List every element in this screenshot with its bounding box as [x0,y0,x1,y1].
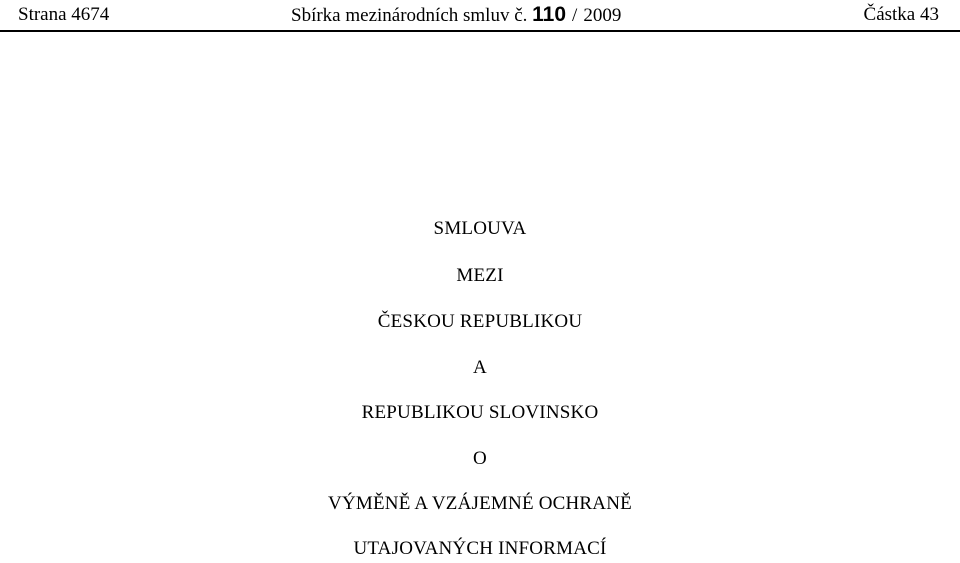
treaty-number: 110 [532,3,567,26]
title-line-8: UTAJOVANÝCH INFORMACÍ [353,538,607,559]
title-line-4: A [473,357,487,378]
collection-title [291,4,621,27]
collection-prefix: Sbírka mezinárodních smluv č. [291,5,528,26]
title-line-1: SMLOUVA [433,218,527,239]
title-line-5: REPUBLIKOU SLOVINSKO [361,402,599,423]
number-separator: / [572,5,578,26]
page-header [0,0,960,32]
title-line-7: VÝMĚNĚ A VZÁJEMNÉ OCHRANĚ [328,493,632,514]
title-line-2: MEZI [456,265,504,286]
page-number: Strana 4674 [18,4,110,25]
title-line-3: ČESKOU REPUBLIKOU [377,311,583,332]
treaty-year: 2009 [583,5,622,26]
title-line-6: O [473,448,487,469]
part-number: Částka 43 [863,4,939,25]
